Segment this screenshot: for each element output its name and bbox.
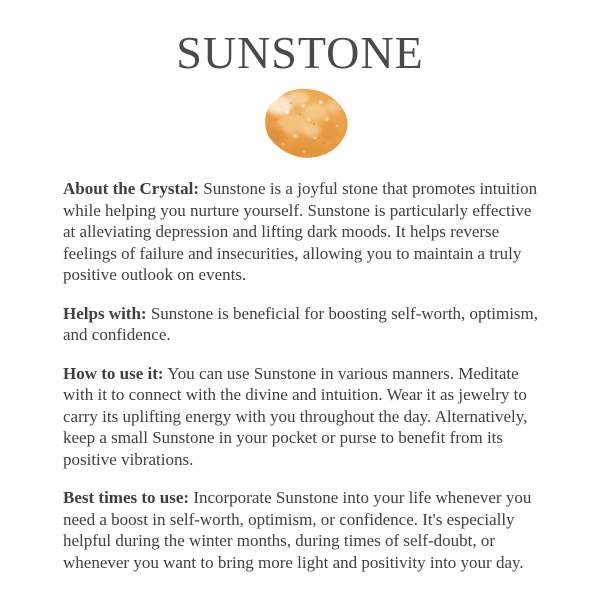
section-text: Sunstone is beneficial for boosting self-worth, optimism, and confidence. (63, 303, 539, 344)
crystal-description (63, 178, 545, 573)
section-text: Incorporate Sunstone into your life whenever you need a boost in self-worth, optimism, or confidence. It's especially helpful during the winter months, during times of self-doubt, or whenever you want to bring more light and positivity into your day. (63, 488, 532, 572)
section-about-the-crystal (63, 178, 545, 286)
section-label: About the Crystal: (63, 179, 199, 198)
section-label: How to use it: (63, 363, 164, 383)
section-helps-with (63, 303, 545, 346)
section-text: Sunstone is a joyful stone that promotes intuition while helping you nurture yourself. Sunstone is particularly effective at alleviating depression and lifting dark moods. It helps reverse feelings of failure and insecurities, allowing you to maintain a truly positive outlook on events. (63, 179, 538, 284)
page-title: SUNSTONE (176, 27, 424, 78)
section-label: Helps with: (63, 303, 147, 323)
section-label: Best times to use: (63, 488, 190, 507)
section-best-times-to-use (63, 487, 545, 573)
sunstone-crystal-photo (257, 86, 351, 160)
section-text: You can use Sunstone in various manners. Meditate with it to connect with the divine and intuition. Wear it as jewelry to carry its uplifting energy with you throughout the day. Alternatively, keep a small Sunstone in your pocket or purse to benefit from its positive vibrations. (63, 363, 528, 469)
section-how-to-use-it (63, 363, 545, 471)
sunstone-crystal-image (257, 86, 351, 160)
